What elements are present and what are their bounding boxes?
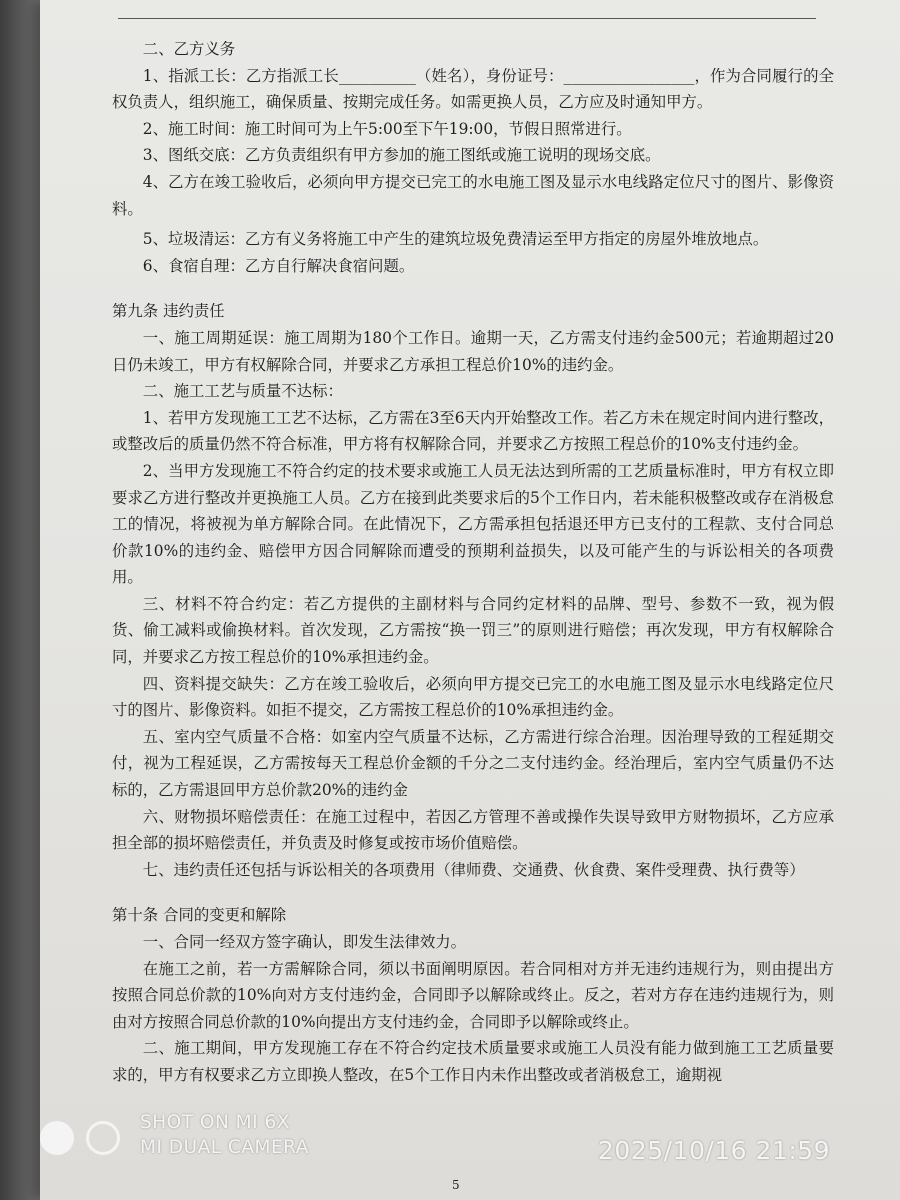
camera-logo-ring-icon: [86, 1121, 120, 1155]
article-9-documents: 四、资料提交缺失：乙方在竣工验收后，必须向甲方提交已完工的水电施工图及显示水电线路定位尺寸的图片、影像资料。如拒不提交，乙方需按工程总价的10%承担违约金。: [112, 674, 834, 720]
clause-5-waste: 5、垃圾清运：乙方有义务将施工中产生的建筑垃圾免费清运至甲方指定的房屋外堆放地点。: [142, 230, 769, 249]
article-9-property-damage: 六、财物损坏赔偿责任：在施工过程中，若因乙方管理不善或操作失误导致甲方财物损坏，乙方应承担全部的损坏赔偿责任，并负责及时修复或按市场价值赔偿。: [112, 807, 834, 853]
clause-1-foreman: 1、指派工长：乙方指派工长__________（姓名），身份证号：_________________，作为合同履行的全权负责人，组织施工，确保质量、按期完成任务。如需更换人员，乙方应及时通知甲方。: [112, 66, 834, 112]
article-10-construction-period: 二、施工期间，甲方发现施工存在不符合约定技术质量要求或施工人员没有能力做到施工工艺质量要求的，甲方有权要求乙方立即换人整改，在5个工作日内未作出整改或者消极怠工，逾期视: [112, 1039, 834, 1084]
camera-logo-dot-icon: [40, 1121, 74, 1155]
clause-4-acceptance: 4、乙方在竣工验收后，必须向甲方提交已完工的水电施工图及显示水电线路定位尺寸的图片、影像资料。: [112, 172, 834, 218]
document-body: [112, 36, 834, 1089]
article-9-quality-2: 2、当甲方发现施工不符合约定的技术要求或施工人员无法达到所需的工艺质量标准时，甲方有权立即要求乙方进行整改并更换施工人员。乙方在接到此类要求后的5个工作日内，若未能积极整改或存在消极怠工的情况，将被视为单方解除合同。在此情况下，乙方需承担包括退还甲方已支付的工程款、支付合同总价款10%的违约金、赔偿甲方因合同解除而遭受的预期利益损失，以及可能产生的与诉讼相关的各项费用。: [112, 461, 834, 587]
article-9-materials: 三、材料不符合约定：若乙方提供的主副材料与合同约定材料的品牌、型号、参数不一致，视为假货、偷工减料或偷换材料。首次发现，乙方需按“换一罚三”的原则进行赔偿；再次发现，甲方有权解除合同，并要求乙方按工程总价的10%承担违约金。: [112, 594, 834, 667]
heading-obligations: 二、乙方义务: [142, 40, 236, 58]
camera-logo: [40, 1120, 124, 1156]
article-10-effect: 一、合同一经双方签字确认，即发生法律效力。: [142, 933, 467, 951]
article-10-termination: 在施工之前，若一方需解除合同，须以书面阐明原因。若合同相对方并无违约违规行为，则由提出方按照合同总价款的10%向对方支付违约金，合同即予以解除或终止。反之，若对方存在违约违规行为，则由对方按照合同总价款的10%向提出方支付违约金，合同即予以解除或终止。: [112, 959, 834, 1031]
clause-2-time: 2、施工时间：施工时间可为上午5:00至下午19:00，节假日照常进行。: [142, 119, 632, 138]
article-9-title: 第九条 违约责任: [112, 302, 225, 321]
article-10-title: 第十条 合同的变更和解除: [112, 906, 287, 925]
camera-watermark: [140, 1110, 309, 1160]
header-rule: [118, 18, 816, 19]
article-9-quality-1: 1、若甲方发现施工工艺不达标，乙方需在3至6天内开始整改工作。若乙方未在规定时间内进行整改，或整改后的质量仍然不符合标准，甲方将有权解除合同，并要求乙方按照工程总价的10%支付违约金。: [112, 408, 834, 454]
article-9-litigation-costs: 七、违约责任还包括与诉讼相关的各项费用（律师费、交通费、伙食费、案件受理费、执行费等）: [142, 860, 805, 879]
article-9-air-quality: 五、室内空气质量不合格：如室内空气质量不达标，乙方需进行综合治理。因治理导致的工程延期交付，视为工程延误，乙方需按每天工程总价金额的千分之二支付违约金。经治理后，室内空气质量仍不达标的，乙方需退回甲方总价款20%的违约金: [112, 727, 834, 800]
clause-3-drawings: 3、图纸交底：乙方负责组织有甲方参加的施工图纸或施工说明的现场交底。: [142, 146, 661, 165]
page-number: 5: [452, 1178, 460, 1192]
photo-timestamp: 2025/10/16 21:59: [598, 1136, 831, 1165]
watermark-line-1: SHOT ON MI 6X: [140, 1112, 290, 1133]
clause-6-board: 6、食宿自理：乙方自行解决食宿问题。: [142, 256, 415, 275]
article-9-quality-heading: 二、施工工艺与质量不达标：: [142, 382, 343, 401]
article-9-delay: 一、施工周期延误：施工周期为180个工作日。逾期一天，乙方需支付违约金500元；若逾期超过20日仍未竣工，甲方有权解除合同，并要求乙方承担工程总价10%的违约金。: [112, 328, 834, 374]
watermark-line-2: MI DUAL CAMERA: [140, 1137, 309, 1158]
